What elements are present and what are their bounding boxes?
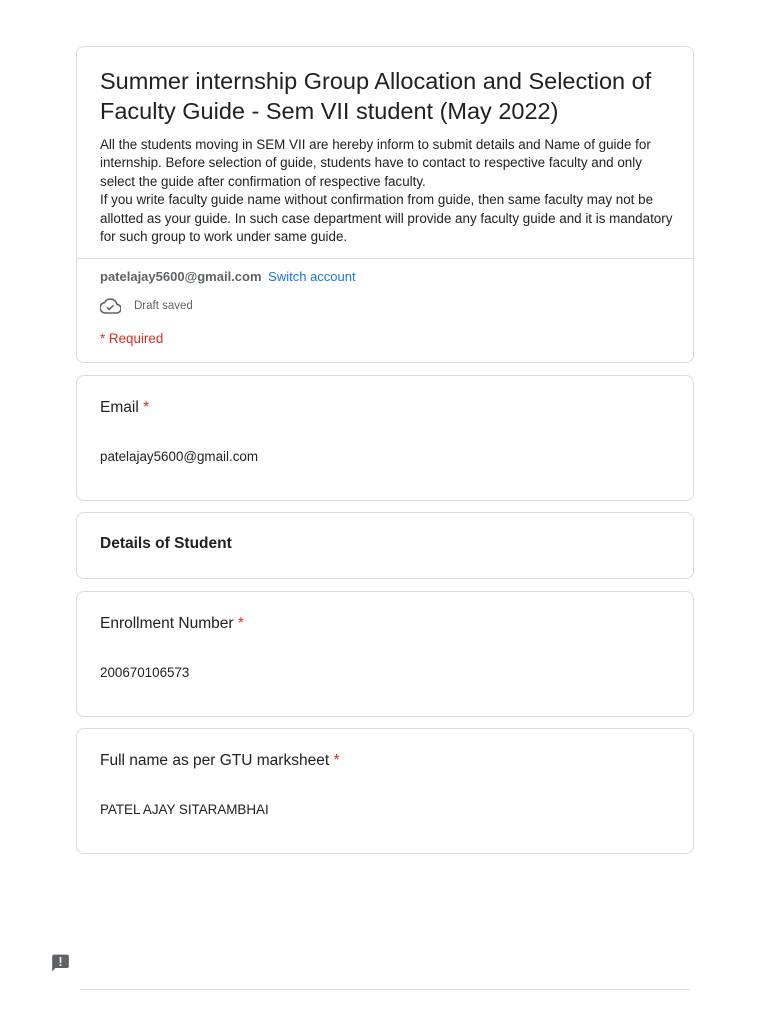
- form-header-card: [76, 46, 694, 363]
- header-divider: [77, 258, 693, 259]
- required-asterisk: *: [143, 399, 150, 416]
- section-title: Details of Student: [100, 535, 232, 552]
- full-name-question-card: [76, 728, 694, 854]
- switch-account-link[interactable]: Switch account: [268, 269, 356, 284]
- required-asterisk: *: [237, 615, 244, 632]
- form-description: [100, 136, 675, 246]
- email-field[interactable]: patelajay5600@gmail.com: [100, 449, 259, 464]
- required-asterisk: *: [333, 752, 340, 769]
- form-description-paragraph: All the students moving in SEM VII are hereby inform to submit details and Name of guide for internship. Before selection of guide, students have to contact to respective faculty and only select the guide after confirmation of respective faculty.: [100, 137, 651, 189]
- footer-divider: [80, 989, 690, 990]
- cloud-done-icon: [100, 298, 121, 314]
- required-note: * Required: [100, 331, 164, 346]
- form-description-paragraph: If you write faculty guide name without confirmation from guide, then same faculty may not be allotted as your guide. In such case department will provide any faculty guide and it is mandatory for such group to work under same guide.: [100, 192, 673, 245]
- form-title: Summer internship Group Allocation and Selection of Faculty Guide - Sem VII student (May 2022): [100, 68, 652, 124]
- account-row: [100, 268, 356, 286]
- question-label-text: Email: [100, 399, 139, 416]
- email-question-label: [100, 398, 149, 418]
- account-email: patelajay5600@gmail.com: [100, 269, 262, 284]
- enrollment-question-label: [100, 614, 244, 634]
- draft-status-text: Draft saved: [134, 300, 193, 312]
- enrollment-question-card: [76, 591, 694, 717]
- section-header-card: [76, 512, 694, 579]
- full-name-question-label: [100, 751, 340, 771]
- draft-status: [100, 298, 193, 314]
- full-name-field[interactable]: PATEL AJAY SITARAMBHAI: [100, 802, 269, 817]
- feedback-icon[interactable]: [50, 953, 71, 973]
- question-label-text: Full name as per GTU marksheet: [100, 752, 330, 769]
- email-question-card: [76, 375, 694, 501]
- question-label-text: Enrollment Number: [100, 615, 234, 632]
- enrollment-field[interactable]: 200670106573: [100, 665, 190, 680]
